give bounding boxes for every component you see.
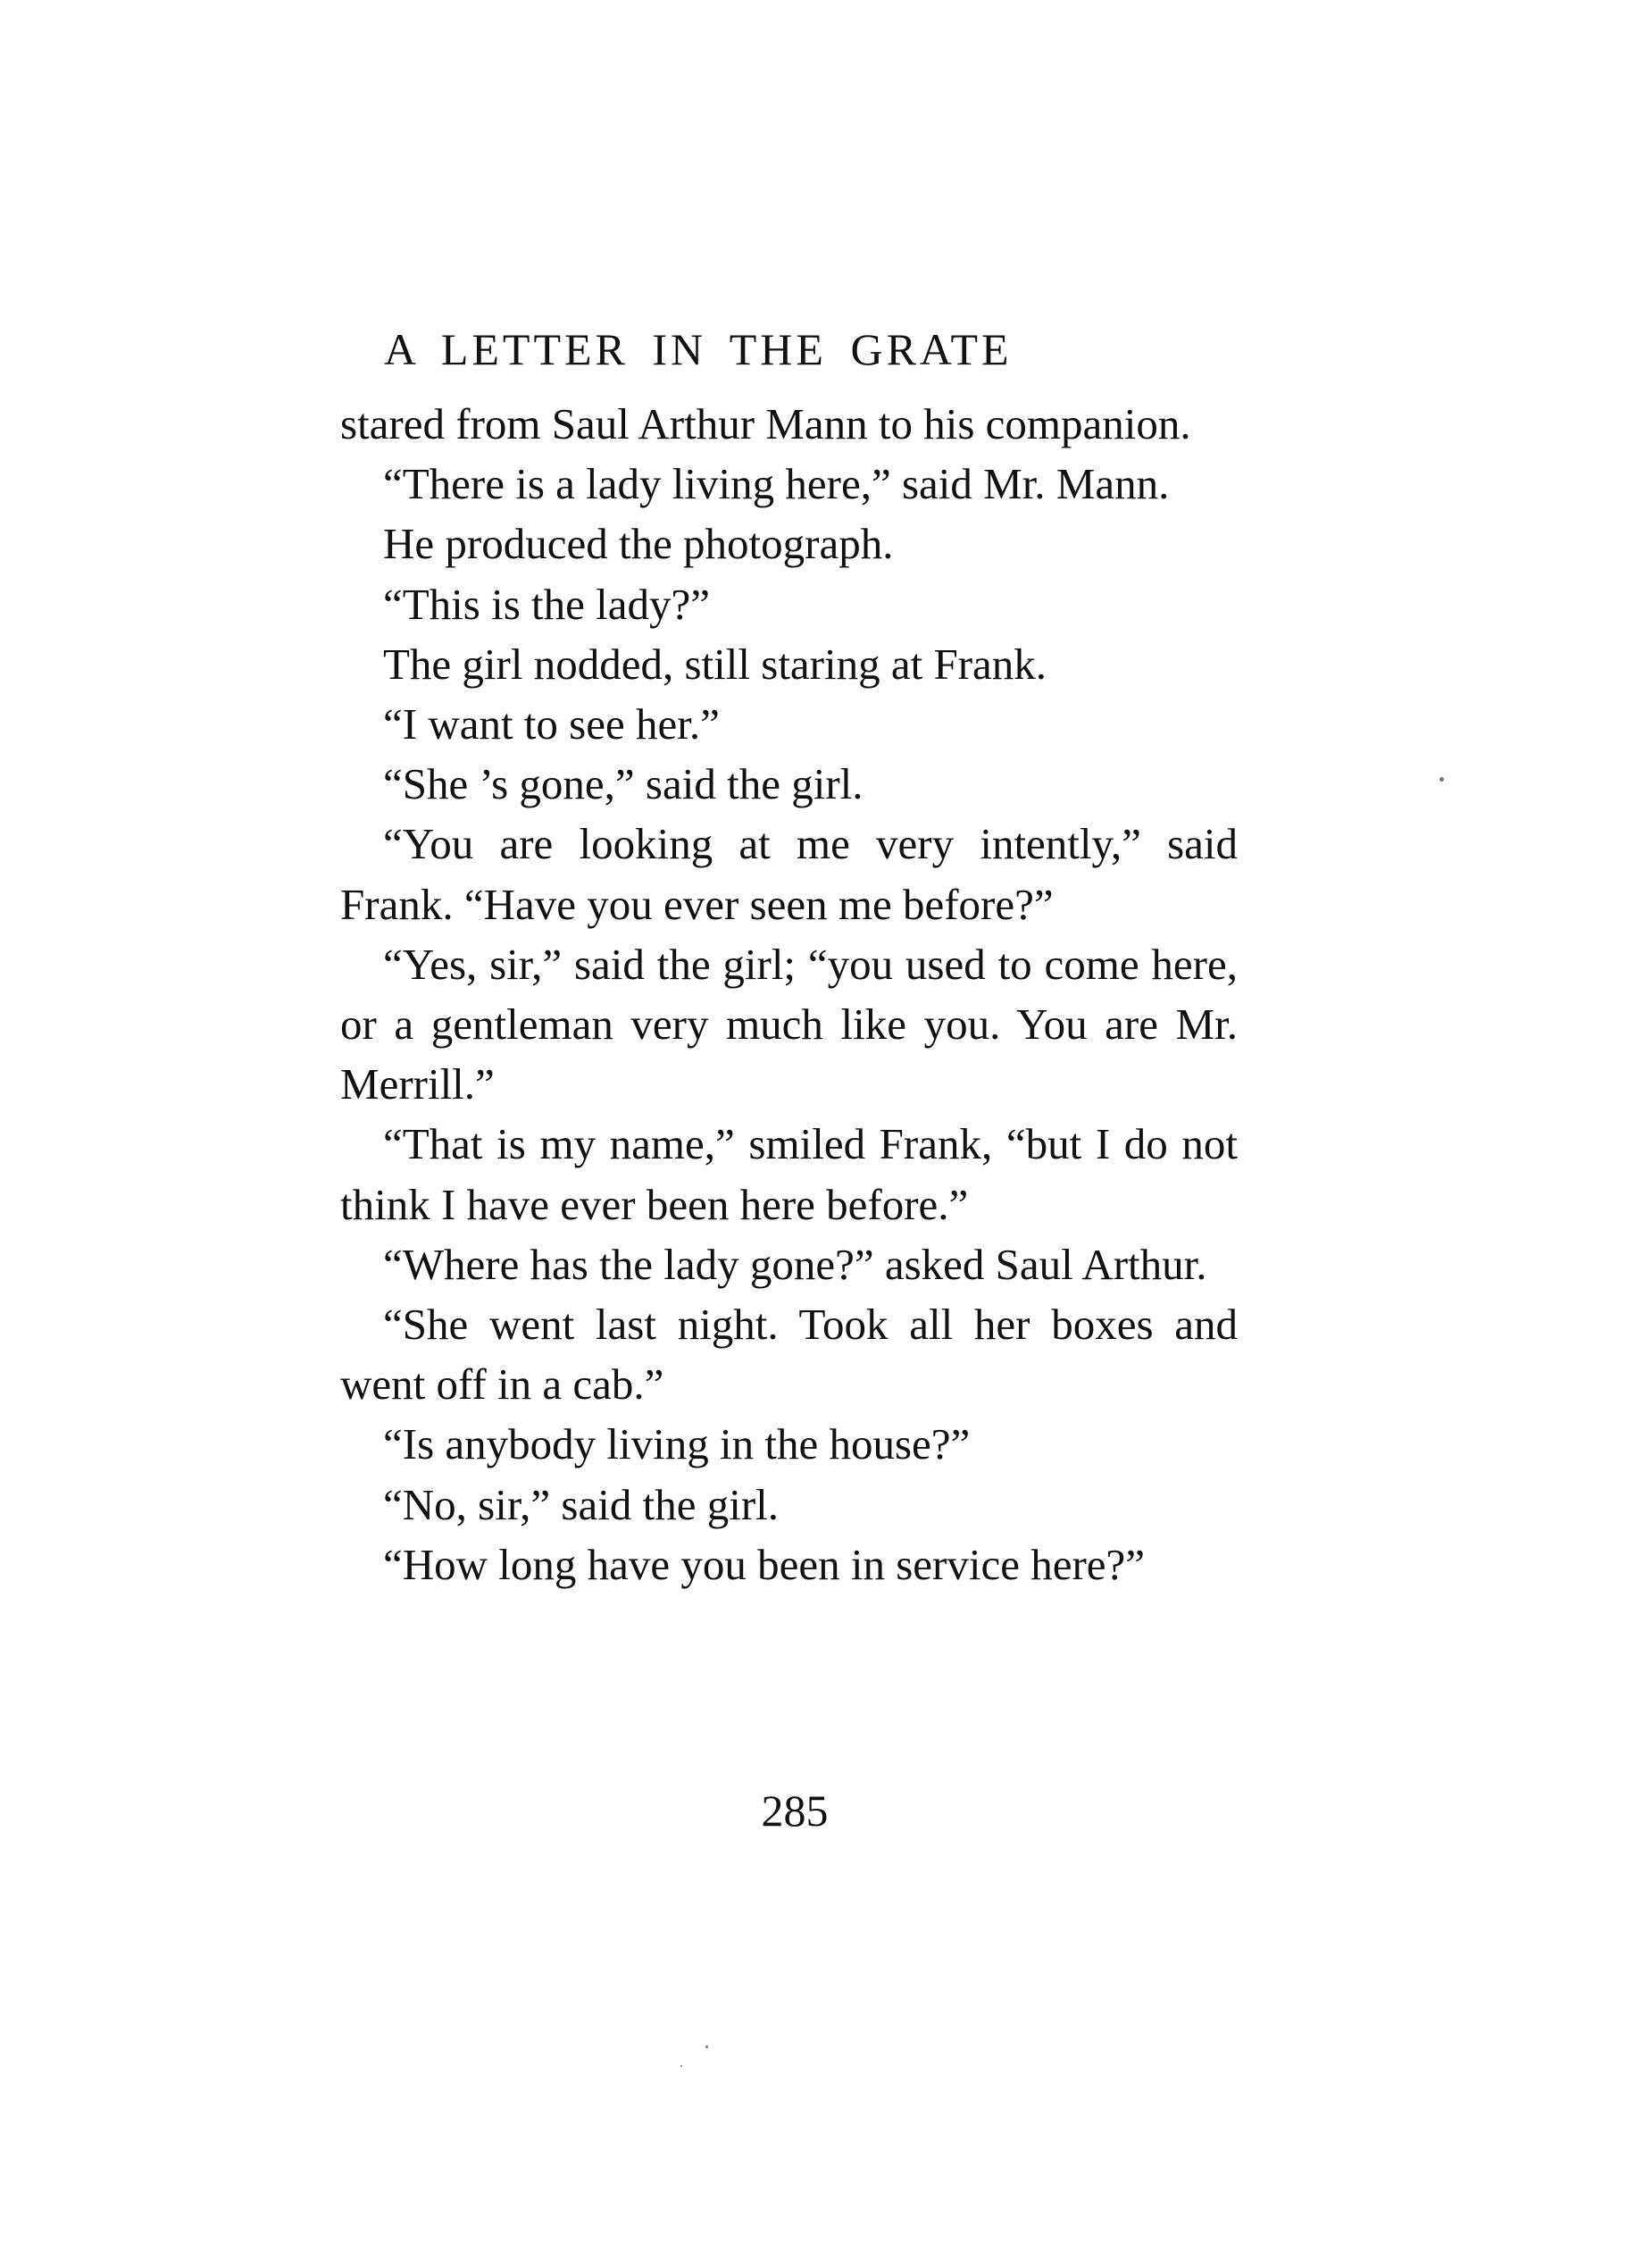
paragraph: “That is my name,” smiled Frank, “but I do not think I have ever been here before.” <box>340 1119 1238 1229</box>
paragraph: “I want to see her.” <box>383 699 720 749</box>
body-text <box>340 394 1238 1594</box>
paragraph: “No, sir,” said the girl. <box>383 1479 780 1529</box>
paragraph: stared from Saul Arthur Mann to his companion. <box>340 399 1191 448</box>
paragraph: “You are looking at me very intently,” said Frank. “Have you ever seen me before?” <box>340 819 1238 929</box>
paragraph: “This is the lady?” <box>383 579 711 629</box>
scan-speck <box>680 2065 682 2067</box>
paragraph: “There is a lady living here,” said Mr. Mann. <box>383 459 1170 509</box>
paragraph: The girl nodded, still staring at Frank. <box>383 639 1047 689</box>
scan-speck <box>705 2045 708 2048</box>
paragraph: “Yes, sir,” said the girl; “you used to come here, or a gentleman very much like you. You are Mr. Merrill.” <box>340 939 1238 1109</box>
paragraph: “Where has the lady gone?” asked Saul Arthur. <box>383 1239 1207 1289</box>
paragraph: “Is anybody living in the house?” <box>383 1419 971 1469</box>
paragraph: “She ’s gone,” said the girl. <box>383 759 864 809</box>
running-head: A LETTER IN THE GRATE <box>384 324 1013 374</box>
page-number: 285 <box>761 1786 829 1836</box>
paragraph: He produced the photograph. <box>383 519 894 569</box>
paragraph: “How long have you been in service here?” <box>383 1539 1146 1589</box>
paragraph: “She went last night. Took all her boxes and went off in a cab.” <box>340 1300 1238 1410</box>
scan-speck <box>1439 777 1444 782</box>
